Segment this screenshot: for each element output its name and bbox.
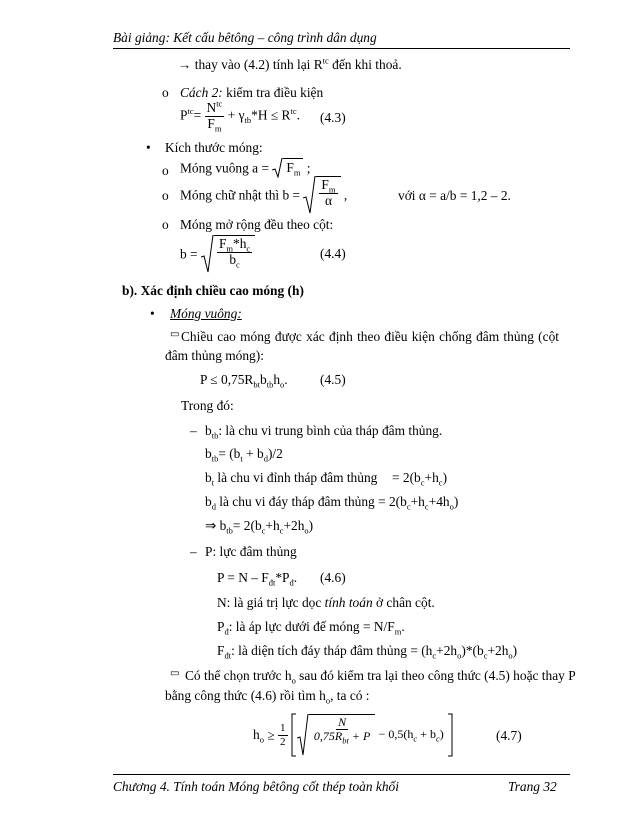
mong-chu-nhat-formula: Móng chữ nhật thì b = $\frac{F_m}{\alpha}$ ,	[180, 176, 347, 214]
bd-line: $b_d$ là chu vi đáy tháp đâm thủng = $2(b_c+h_c+4h_o)$	[205, 494, 459, 512]
fdt-definition: $F_{đt}$: là diện tích đáy tháp đâm thủng = $(h_c+2h_o)*(b_c+2h_o)$	[217, 643, 518, 661]
paragraph-chon-truoc-cont: bằng công thức (4.6) rồi tìm $h_o$, ta có :	[165, 688, 370, 706]
equation-number-4-4: (4.4)	[320, 246, 346, 261]
mong-vuong-heading: Móng vuông:	[170, 306, 242, 321]
bullet-circle: o	[162, 217, 169, 232]
trong-do-label: Trong đó:	[181, 398, 234, 413]
paragraph-chon-truoc: Có thể chọn trước $h_o$ sau đó kiểm tra lại theo công thức (4.5) hoặc thay P	[185, 668, 576, 686]
bullet-dot: •	[146, 140, 151, 155]
n-definition: N: là giá trị lực dọc tính toán ở chân cột.	[217, 595, 435, 610]
footer-rule	[113, 774, 570, 775]
equation-number-4-6: (4.6)	[320, 570, 346, 585]
cach2-line: Cách 2: kiểm tra điều kiện	[180, 85, 324, 100]
bt-line: $b_t$ là chu vi đỉnh tháp đâm thủng	[205, 470, 378, 488]
bullet-circle: o	[162, 188, 169, 203]
paragraph-chong-dam-thung-cont: đâm thủng móng):	[165, 348, 264, 363]
mong-vuong-formula: Móng vuông a = $F_m$ ;	[180, 160, 311, 178]
mong-mo-rong-label: Móng mở rộng đều theo cột:	[180, 217, 334, 232]
equation-4-7: $h_o$ ≥ $\frac{1}{2}$ $\frac{N}{0,75R_{bt} + P}$ − $0,5(h_c + b_c)$	[253, 713, 453, 757]
p-definition: P: lực đâm thủng	[205, 544, 297, 559]
bullet-circle: o	[162, 85, 169, 100]
equation-4-4: b = $\frac{F_m*h_c}{b_c}$	[180, 235, 255, 273]
equation-number-4-3: (4.3)	[320, 110, 346, 125]
page-number: Trang 32	[508, 779, 557, 794]
text-line-thay-vao: → thay vào (4.2) tính lại $R^{tc}$ đến khi thoả.	[178, 55, 402, 72]
ratio-condition: với α = a/b = 1,2 – 2.	[398, 188, 511, 203]
page-header: Bài giảng: Kết cấu bêtông – công trình dân dụng	[113, 30, 377, 45]
btb-equation: $b_{tb}= (b_t + b_d)/2$	[205, 446, 283, 464]
square-bullet: ▭	[170, 329, 180, 340]
equation-4-6: $P = N - F_{đt}*P_đ$.	[217, 570, 298, 588]
equation-4-3: $P^{tc}=$ $\frac{N^{tc}}{F_m}$ + $\gamma_{tb}*H \le R^{tc}$.	[180, 98, 300, 134]
equation-number-4-7: (4.7)	[496, 728, 522, 743]
bullet-circle: o	[162, 163, 169, 178]
bt-line-value: = $2(b_c+h_c)$	[392, 470, 448, 488]
bullet-dot: •	[150, 306, 155, 321]
kich-thuoc-heading: Kích thước móng:	[165, 140, 263, 155]
equation-number-4-5: (4.5)	[320, 372, 346, 387]
section-heading-b: b). Xác định chiều cao móng (h)	[122, 283, 304, 298]
square-bullet: ▭	[170, 668, 180, 679]
pd-definition: $P_đ$: là áp lực dưới đế móng = $N/F_m$.	[217, 619, 405, 637]
header-rule	[113, 48, 570, 49]
equation-4-5: $P \le 0,75R_{bt}b_{tb}h_o$.	[200, 372, 288, 390]
btb-result: ⇒ $b_{tb}= 2(b_c+h_c+2h_o)$	[205, 518, 314, 536]
paragraph-chong-dam-thung: Chiều cao móng được xác định theo điều kiện chống đâm thủng (cột	[181, 329, 559, 344]
btb-definition: $b_{tb}$: là chu vi trung bình của tháp đâm thủng.	[205, 423, 443, 441]
page-footer-chapter: Chương 4. Tính toán Móng bêtông cốt thép toàn khối	[113, 779, 399, 794]
dash-bullet: –	[190, 423, 197, 438]
dash-bullet: –	[190, 544, 197, 559]
